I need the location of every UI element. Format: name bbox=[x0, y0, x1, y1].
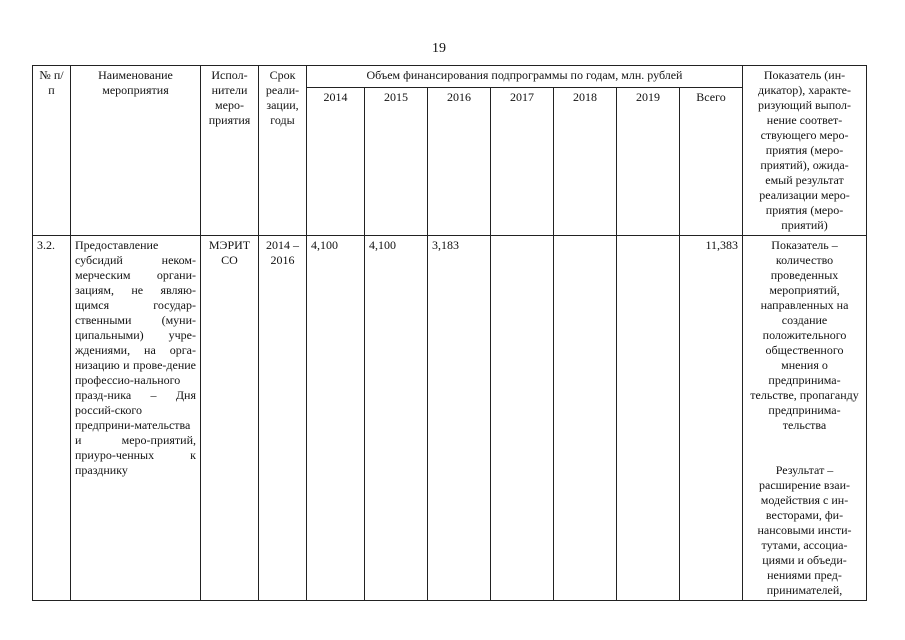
page-number: 19 bbox=[432, 41, 446, 56]
header-year-2018: 2018 bbox=[554, 88, 617, 236]
row-name: Предоставление субсидий неком-мерческим органи-зациям, не являю-щимся государ-ственными (муни-ципальными) учре-ждениями, на орга-низацию и прове-дение профессио-нального празд-ника – Дня россий-ского предприни-мательства и меро-приятий, приуро-ченных к празднику bbox=[71, 236, 201, 601]
header-total: Всего bbox=[680, 88, 743, 236]
value-2015: 4,100 bbox=[365, 236, 428, 601]
row-result: Результат – расширение взаи-модействия с ин-весторами, фи-нансовыми инсти-тутами, ассоциа-циями и объеди-нениями пред-принимателей, bbox=[757, 463, 852, 597]
spacer bbox=[747, 433, 862, 463]
value-2019 bbox=[617, 236, 680, 601]
header-period: Срок реали-зации, годы bbox=[259, 66, 307, 236]
table-row bbox=[33, 236, 867, 601]
header-year-2014: 2014 bbox=[307, 88, 365, 236]
row-num: 3.2. bbox=[33, 236, 71, 601]
value-total: 11,383 bbox=[680, 236, 743, 601]
header-year-2019: 2019 bbox=[617, 88, 680, 236]
header-year-2017: 2017 bbox=[491, 88, 554, 236]
header-year-2016: 2016 bbox=[428, 88, 491, 236]
header-row-1 bbox=[33, 66, 867, 88]
value-2014: 4,100 bbox=[307, 236, 365, 601]
header-year-2015: 2015 bbox=[365, 88, 428, 236]
header-num: № п/п bbox=[33, 66, 71, 236]
value-2016: 3,183 bbox=[428, 236, 491, 601]
row-executor: МЭРИТ СО bbox=[201, 236, 259, 601]
header-executors: Испол-нители меро-приятия bbox=[201, 66, 259, 236]
header-financing: Объем финансирования подпрограммы по годам, млн. рублей bbox=[307, 66, 743, 88]
header-indicator: Показатель (ин-дикатор), характе-ризующий выпол-нение соответ-ствующего меро-приятия (меро-приятий), ожида-емый результат реализации меро-приятия (меро-приятий) bbox=[743, 66, 867, 236]
value-2018 bbox=[554, 236, 617, 601]
row-period: 2014 – 2016 bbox=[259, 236, 307, 601]
row-indicator-cell bbox=[743, 236, 867, 601]
header-name: Наименование мероприятия bbox=[71, 66, 201, 236]
value-2017 bbox=[491, 236, 554, 601]
financing-table bbox=[32, 65, 867, 601]
row-indicator: Показатель – количество проведенных мероприятий, направленных на создание положительного общественного мнения о предпринима-тельстве, пропаганду предпринима-тельства bbox=[750, 238, 859, 432]
